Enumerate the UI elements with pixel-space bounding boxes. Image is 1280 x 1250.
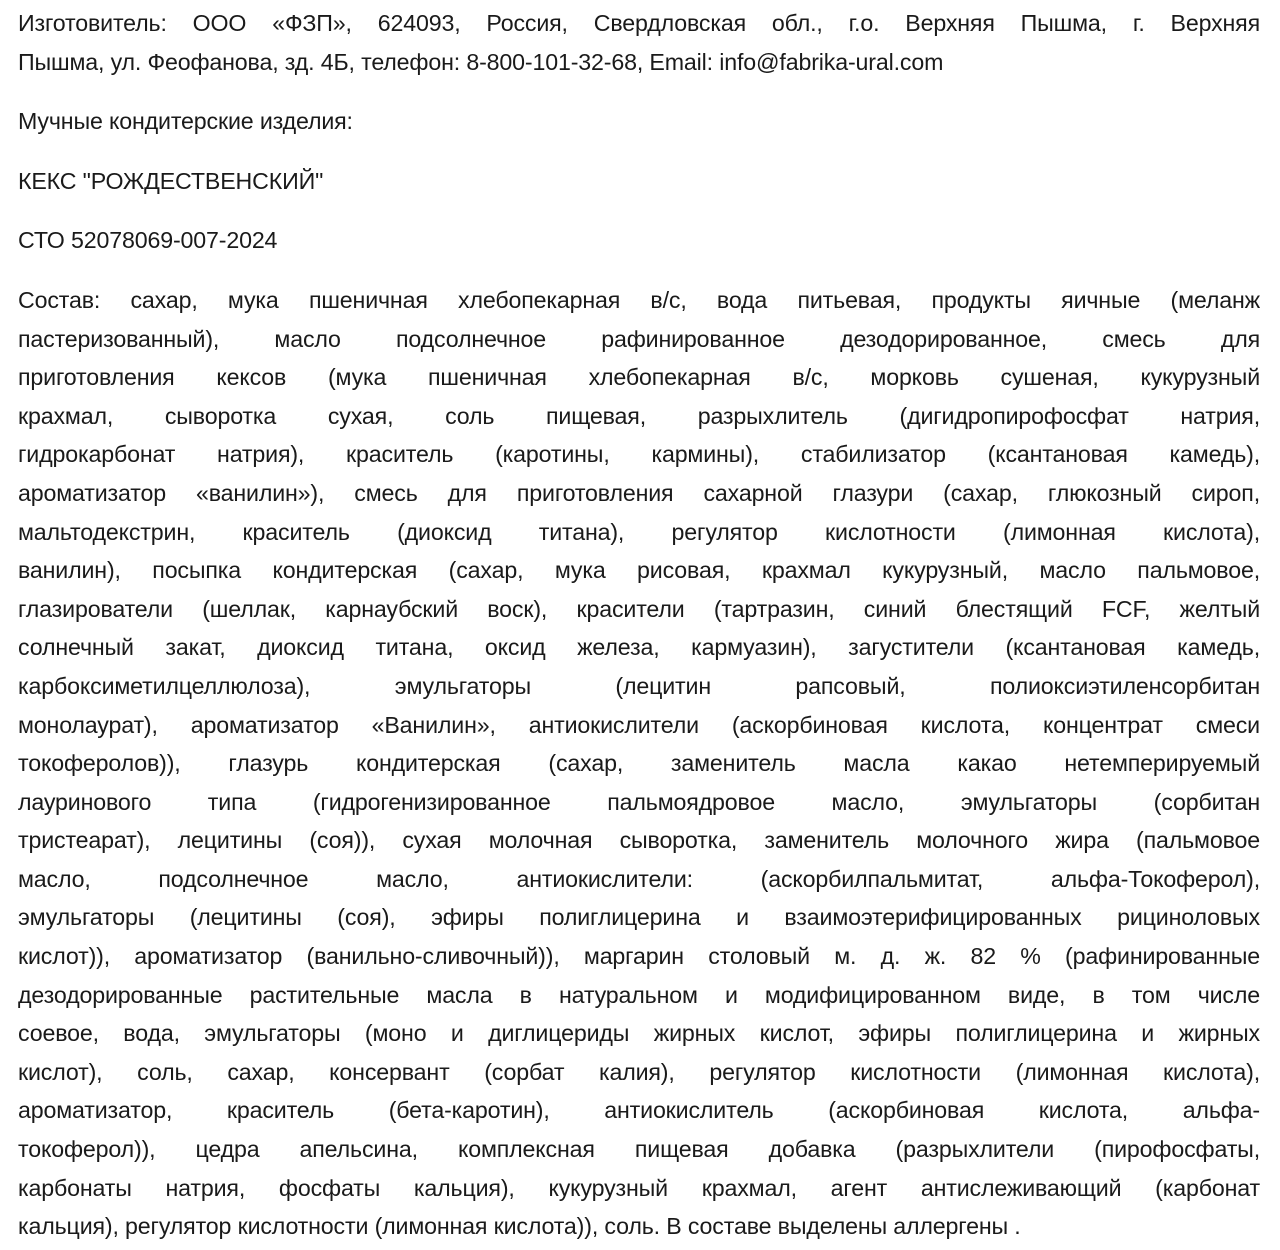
manufacturer-line: Пышма, ул. Феофанова, зд. 4Б, телефон: 8-800-101-32-68, Email: info@fabrika-ural.com — [18, 48, 944, 75]
composition-line: пастеризованный), масло подсолнечное рафинированное дезодорированное, смесь для — [18, 325, 1260, 352]
composition — [18, 281, 1260, 1246]
manufacturer-line: Изготовитель: ООО «ФЗП», 624093, Россия, Свердловская обл., г.о. Верхняя Пышма, г. Верхняя — [18, 10, 1260, 36]
composition-line: тристеарат), лецитины (соя)), сухая молочная сыворотка, заменитель молочного жира (пальмовое — [18, 827, 1260, 854]
composition-line: токоферолов)), глазурь кондитерская (сахар, заменитель масла какао нетемперируемый — [18, 750, 1260, 777]
composition-line: кислот)), ароматизатор (ванильно-сливочный)), маргарин столовый м. д. ж. 82 % (рафинированные — [18, 943, 1260, 970]
product-name — [18, 162, 1260, 201]
composition-line: масло, подсолнечное масло, антиокислители: (аскорбилпальмитат, альфа-Токоферол), — [18, 865, 1260, 892]
standard-text: СТО 52078069-007-2024 — [18, 227, 278, 254]
composition-line: соевое, вода, эмульгаторы (моно и диглицериды жирных кислот, эфиры полиглицерина и жирных — [18, 1020, 1260, 1047]
product-label-document — [18, 4, 1260, 1246]
composition-line: приготовления кексов (мука пшеничная хлебопекарная в/с, морковь сушеная, кукурузный — [18, 364, 1260, 391]
composition-line: лауринового типа (гидрогенизированное пальмоядровое масло, эмульгаторы (сорбитан — [18, 788, 1260, 815]
composition-line: кислот), соль, сахар, консервант (сорбат калия), регулятор кислотности (лимонная кислота), — [18, 1058, 1260, 1085]
composition-line: Состав: сахар, мука пшеничная хлебопекарная в/с, вода питьевая, продукты яичные (меланж — [18, 286, 1260, 313]
composition-line: ароматизатор, краситель (бета-каротин), антиокислитель (аскорбиновая кислота, альфа- — [18, 1097, 1260, 1124]
manufacturer-info — [18, 4, 1260, 81]
composition-line: монолаурат), ароматизатор «Ванилин», антиокислители (аскорбиновая кислота, концентрат смеси — [18, 711, 1260, 738]
product-name-text: КЕКС "РОЖДЕСТВЕНСКИЙ" — [18, 167, 324, 194]
composition-line: эмульгаторы (лецитины (соя), эфиры полиглицерина и взаимоэтерифицированных рициноловых — [18, 904, 1260, 931]
composition-line: карбоксиметилцеллюлоза), эмульгаторы (лецитин рапсовый, полиоксиэтиленсорбитан — [18, 672, 1260, 699]
composition-line: карбонаты натрия, фосфаты кальция), кукурузный крахмал, агент антислеживающий (карбонат — [18, 1174, 1260, 1201]
composition-line: кальция), регулятор кислотности (лимонная кислота)), соль. В составе выделены аллергены . — [18, 1213, 1021, 1240]
composition-line: дезодорированные растительные масла в натуральном и модифицированном виде, в том числе — [18, 981, 1260, 1008]
composition-line: глазирователи (шеллак, карнаубский воск), красители (тартразин, синий блестящий FCF, желтый — [18, 595, 1260, 622]
composition-line: мальтодекстрин, краситель (диоксид титана), регулятор кислотности (лимонная кислота), — [18, 518, 1260, 545]
product-standard — [18, 221, 1260, 260]
composition-line: крахмал, сыворотка сухая, соль пищевая, разрыхлитель (дигидропирофосфат натрия, — [18, 402, 1260, 429]
category-text: Мучные кондитерские изделия: — [18, 108, 353, 135]
composition-line: токоферол)), цедра апельсина, комплексная пищевая добавка (разрыхлители (пирофосфаты, — [18, 1136, 1260, 1163]
composition-line: гидрокарбонат натрия), краситель (каротины, кармины), стабилизатор (ксантановая камедь), — [18, 441, 1260, 468]
composition-line: солнечный закат, диоксид титана, оксид железа, кармуазин), загустители (ксантановая камедь, — [18, 634, 1260, 661]
composition-line: ванилин), посыпка кондитерская (сахар, мука рисовая, крахмал кукурузный, масло пальмовое, — [18, 557, 1260, 584]
composition-line: ароматизатор «ванилин»), смесь для приготовления сахарной глазури (сахар, глюкозный сироп, — [18, 479, 1260, 506]
product-category — [18, 102, 1260, 141]
